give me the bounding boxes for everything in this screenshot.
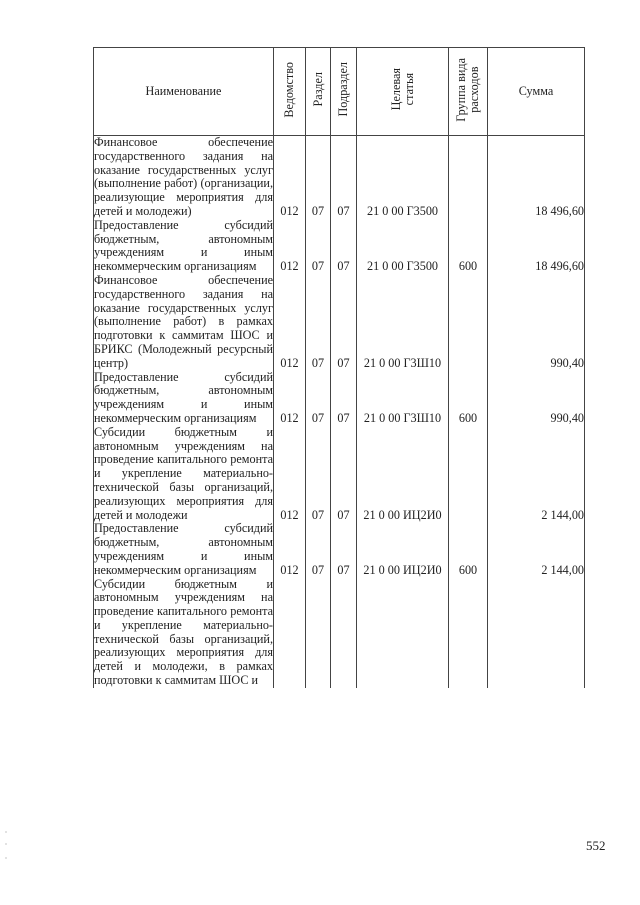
header-name: Наименование <box>94 48 274 136</box>
table-row <box>94 522 585 577</box>
row-sum: 2 144,00 <box>488 426 585 523</box>
row-name: Предоставление субсидий бюджетным, автономным учреждениям и иным некоммерческим организациям <box>94 217 273 274</box>
row-target-article: 21 0 00 Г3Ш10 <box>357 371 449 426</box>
row-target-article: 21 0 00 ИЦ2И0 <box>357 522 449 577</box>
row-name: Финансовое обеспечение государственного задания на оказание государственных услуг (выполнение работ) (организации, реализующие мероприятия для детей и молодежи) <box>94 135 273 218</box>
table-row <box>94 219 585 274</box>
row-department <box>274 578 306 688</box>
table-row <box>94 578 585 688</box>
row-sum: 18 496,60 <box>488 219 585 274</box>
row-section: 07 <box>306 274 331 371</box>
header-department: Ведомство <box>274 48 306 136</box>
header-expense-group: Группа вида расходов <box>449 48 488 136</box>
row-subsection: 07 <box>331 136 357 219</box>
row-department: 012 <box>274 371 306 426</box>
row-expense-group: 600 <box>449 371 488 426</box>
header-sum: Сумма <box>488 48 585 136</box>
page-number: 552 <box>586 838 606 853</box>
scan-margin-marks <box>4 828 8 868</box>
row-expense-group: 600 <box>449 219 488 274</box>
row-sum: 990,40 <box>488 371 585 426</box>
row-section: 07 <box>306 371 331 426</box>
row-name: Субсидии бюджетным и автономным учреждениям на проведение капитального ремонта и укрепление материально-технической базы организаций, реализующих мероприятия для детей и молодежи <box>94 424 273 522</box>
table-row <box>94 371 585 426</box>
header-target-article: Целевая статья <box>357 48 449 136</box>
row-section: 07 <box>306 136 331 219</box>
row-name: Предоставление субсидий бюджетным, автономным учреждениям и иным некоммерческим организациям <box>94 521 273 577</box>
row-target-article: 21 0 00 Г3Ш10 <box>357 274 449 371</box>
row-name: Субсидии бюджетным и автономным учреждениям на проведение капитального ремонта и укрепление материально-технической базы организаций, реализующих мероприятия для детей и молодежи, в рамках подготовки к саммитам ШОС и <box>94 576 273 688</box>
row-name: Предоставление субсидий бюджетным, автономным учреждениям и иным некоммерческим организациям <box>94 369 273 425</box>
row-subsection <box>331 578 357 688</box>
row-subsection: 07 <box>331 522 357 577</box>
row-department: 012 <box>274 219 306 274</box>
row-subsection: 07 <box>331 274 357 371</box>
row-department: 012 <box>274 136 306 219</box>
row-target-article: 21 0 00 Г3500 <box>357 136 449 219</box>
row-sum: 990,40 <box>488 274 585 371</box>
row-department: 012 <box>274 522 306 577</box>
row-expense-group <box>449 274 488 371</box>
header-subsection: Подраздел <box>331 48 357 136</box>
row-section: 07 <box>306 426 331 523</box>
row-subsection: 07 <box>331 371 357 426</box>
row-department: 012 <box>274 274 306 371</box>
header-section: Раздел <box>306 48 331 136</box>
row-target-article: 21 0 00 ИЦ2И0 <box>357 426 449 523</box>
row-subsection: 07 <box>331 219 357 274</box>
header-row <box>94 48 585 136</box>
row-expense-group <box>449 136 488 219</box>
budget-table <box>93 47 585 688</box>
row-target-article: 21 0 00 Г3500 <box>357 219 449 274</box>
table-row <box>94 136 585 219</box>
row-expense-group <box>449 426 488 523</box>
row-subsection: 07 <box>331 426 357 523</box>
row-expense-group <box>449 578 488 688</box>
table-row <box>94 274 585 371</box>
row-section: 07 <box>306 219 331 274</box>
row-sum: 18 496,60 <box>488 136 585 219</box>
table-row <box>94 426 585 523</box>
row-target-article <box>357 578 449 688</box>
row-department: 012 <box>274 426 306 523</box>
row-expense-group: 600 <box>449 522 488 577</box>
row-sum <box>488 578 585 688</box>
row-section: 07 <box>306 522 331 577</box>
row-section <box>306 578 331 688</box>
row-sum: 2 144,00 <box>488 522 585 577</box>
row-name: Финансовое обеспечение государственного задания на оказание государственных услуг (выполнение работ) в рамках подготовки к саммитам ШОС и БРИКС (Молодежный ресурсный центр) <box>94 272 273 370</box>
